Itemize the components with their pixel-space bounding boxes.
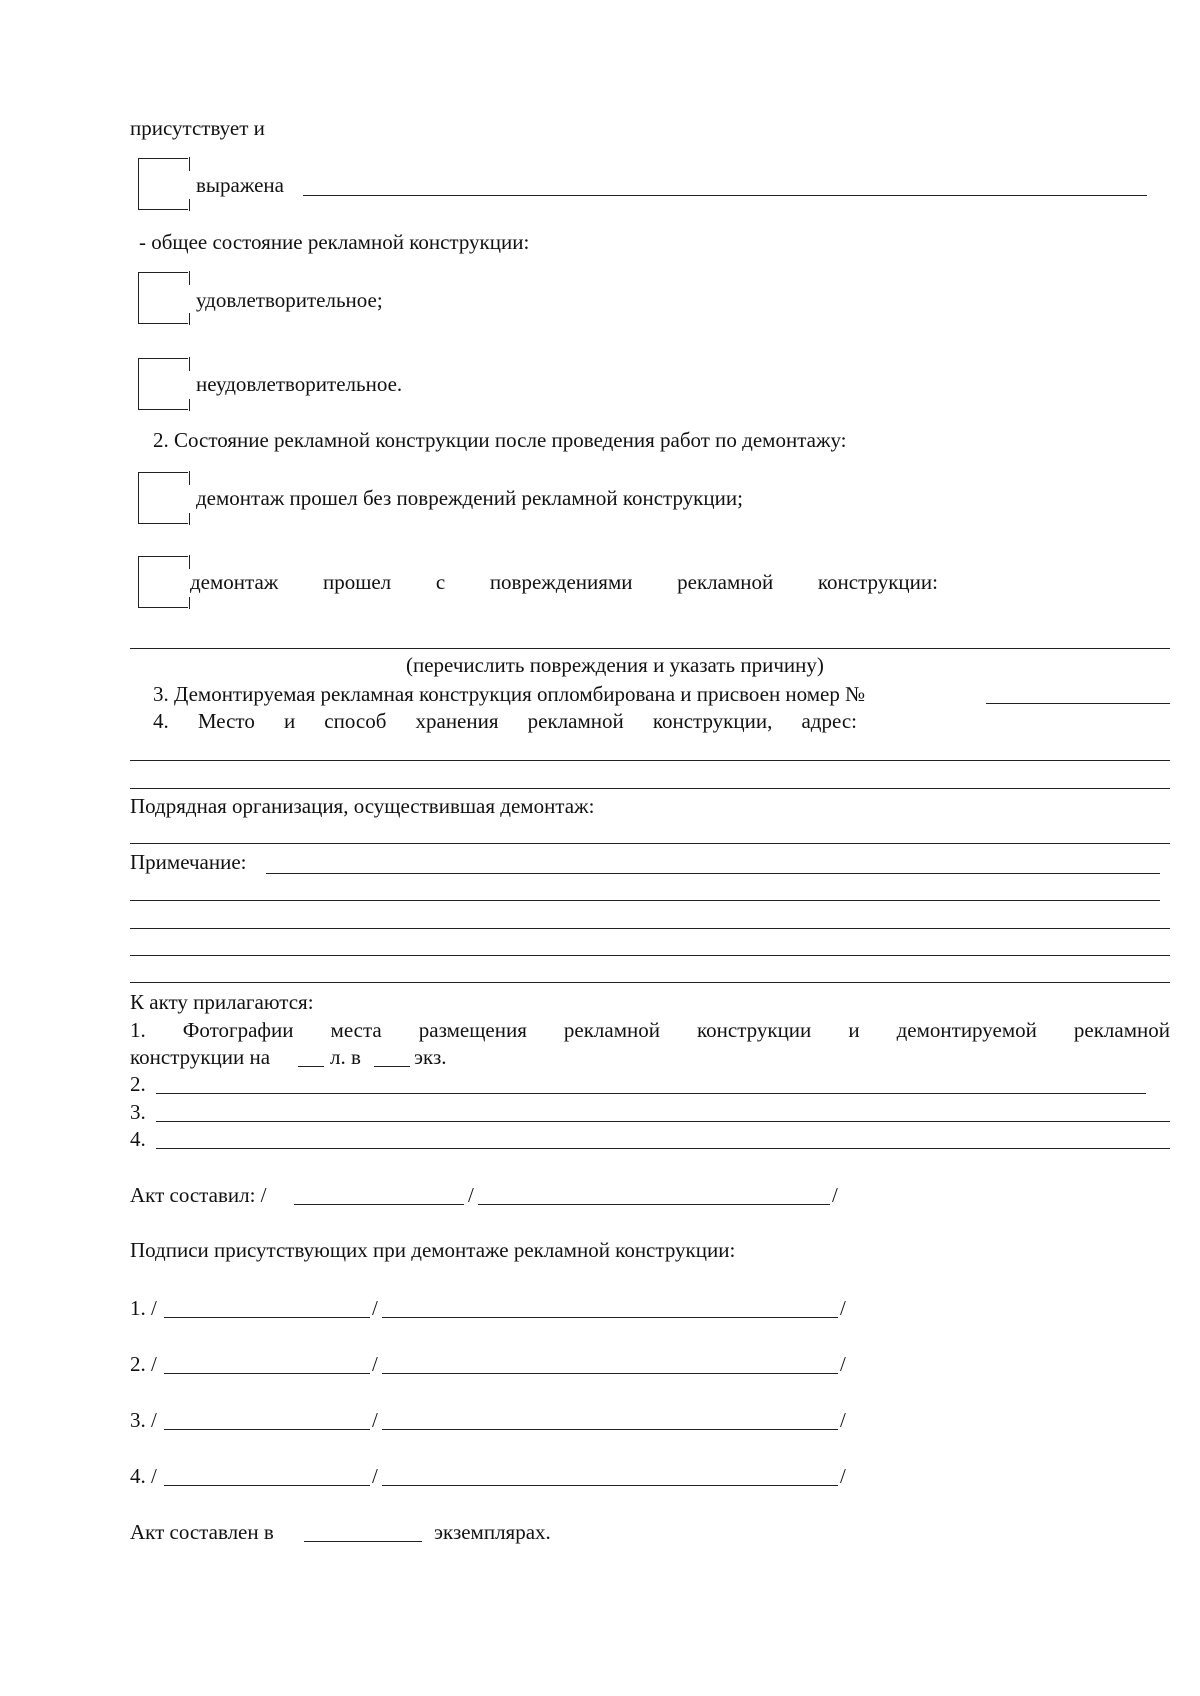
- signature-row-prefix: 2. /: [130, 1352, 157, 1376]
- word: рекламной: [677, 570, 774, 594]
- damage-caption: (перечислить повреждения и указать причину): [406, 653, 824, 677]
- word: и: [848, 1018, 860, 1042]
- copies-line: [304, 1541, 422, 1542]
- attachment-item-4-line: [156, 1148, 1170, 1149]
- signature-row-end: /: [840, 1464, 846, 1488]
- storage-line-2: [130, 788, 1170, 789]
- expressed-line: [303, 195, 1147, 196]
- word: рекламной: [527, 709, 624, 733]
- attachment-item-3-line: [156, 1121, 1170, 1122]
- state-option-unsatisfactory: неудовлетворительное.: [196, 372, 403, 396]
- signature-line-name: [164, 1429, 370, 1430]
- word: конструкции:: [817, 570, 938, 594]
- signature-line-name: [164, 1373, 370, 1374]
- attachment-item-3-number: 3.: [130, 1100, 146, 1124]
- signature-row-end: /: [840, 1296, 846, 1320]
- attachment-item-4-number: 4.: [130, 1127, 146, 1151]
- word: конструкции,: [652, 709, 773, 733]
- attachment-item-2-line: [156, 1093, 1146, 1094]
- section2-heading: 2. Состояние рекламной конструкции после проведения работ по демонтажу:: [153, 428, 847, 452]
- word: адрес:: [801, 709, 857, 733]
- section2-option-with-damage: [190, 572, 938, 593]
- contractor-line: [130, 843, 1170, 844]
- checkbox-expressed[interactable]: [138, 158, 188, 210]
- act-author-line-1: [294, 1204, 464, 1205]
- signature-line-name: [164, 1317, 370, 1318]
- word: Место: [197, 709, 255, 733]
- signatures-heading: Подписи присутствующих при демонтаже рекламной конструкции:: [130, 1238, 736, 1262]
- word: места: [330, 1018, 382, 1042]
- act-author-slash-end: /: [832, 1183, 838, 1207]
- signature-line-sign: [382, 1485, 838, 1486]
- checkbox-no-damage[interactable]: [138, 472, 188, 524]
- act-author-slash: /: [468, 1183, 474, 1207]
- word: повреждениями: [489, 570, 633, 594]
- signature-row-prefix: 3. /: [130, 1408, 157, 1432]
- general-state-label: - общее состояние рекламной конструкции:: [139, 230, 530, 254]
- checkbox-with-damage[interactable]: [138, 556, 188, 608]
- section2-option-no-damage: демонтаж прошел без повреждений рекламной конструкции;: [196, 486, 743, 510]
- word: Фотографии: [182, 1018, 294, 1042]
- copies-count-line: [374, 1066, 410, 1067]
- signature-line-sign: [382, 1373, 838, 1374]
- signature-row-mid: /: [372, 1296, 378, 1320]
- signature-row-prefix: 1. /: [130, 1296, 157, 1320]
- signature-row-mid: /: [372, 1408, 378, 1432]
- copies-before: Акт составлен в: [130, 1520, 274, 1544]
- seal-number-line: [986, 703, 1170, 704]
- checkbox-satisfactory[interactable]: [138, 272, 188, 324]
- attachments-heading: К акту прилагаются:: [130, 990, 314, 1014]
- signature-row-mid: /: [372, 1352, 378, 1376]
- intro-text: присутствует и: [130, 116, 265, 140]
- signature-line-sign: [382, 1317, 838, 1318]
- word: демонтируемой: [896, 1018, 1037, 1042]
- attachment-item-1-cont-b: л. в: [330, 1045, 361, 1069]
- word: 4.: [153, 709, 169, 733]
- expressed-label: выражена: [196, 173, 284, 197]
- copies-after: экземплярах.: [434, 1520, 551, 1544]
- damage-line: [130, 648, 1170, 649]
- act-author-label: Акт составил: /: [130, 1183, 267, 1207]
- sheets-line: [298, 1066, 324, 1067]
- word: размещения: [418, 1018, 527, 1042]
- word: 1.: [130, 1018, 146, 1042]
- contractor-label: Подрядная организация, осуществившая демонтаж:: [130, 794, 595, 818]
- note-line-3: [130, 928, 1170, 929]
- word: рекламной: [563, 1018, 660, 1042]
- word: демонтаж: [190, 570, 279, 594]
- note-label: Примечание:: [130, 850, 247, 874]
- attachment-item-1-cont-c: экз.: [414, 1045, 447, 1069]
- signature-row-end: /: [840, 1352, 846, 1376]
- word: прошел: [322, 570, 392, 594]
- signature-row-mid: /: [372, 1464, 378, 1488]
- note-line-5: [130, 982, 1170, 983]
- signature-line-sign: [382, 1429, 838, 1430]
- word: с: [435, 570, 446, 594]
- word: и: [283, 709, 296, 733]
- signature-row-end: /: [840, 1408, 846, 1432]
- signature-line-name: [164, 1485, 370, 1486]
- word: рекламной: [1073, 1018, 1170, 1042]
- section3-text: 3. Демонтируемая рекламная конструкция опломбирована и присвоен номер №: [153, 682, 866, 706]
- checkbox-unsatisfactory[interactable]: [138, 358, 188, 410]
- attachment-item-1-cont-a: конструкции на: [130, 1045, 271, 1069]
- signature-row-prefix: 4. /: [130, 1464, 157, 1488]
- attachment-item-1: [130, 1020, 1170, 1041]
- note-line-4: [130, 955, 1170, 956]
- attachment-item-2-number: 2.: [130, 1072, 146, 1096]
- word: способ: [324, 709, 387, 733]
- note-line-1: [266, 873, 1160, 874]
- state-option-satisfactory: удовлетворительное;: [196, 288, 383, 312]
- act-author-line-2: [478, 1204, 830, 1205]
- section4-text: [153, 711, 857, 732]
- word: конструкции: [697, 1018, 812, 1042]
- note-line-2: [130, 900, 1160, 901]
- word: хранения: [415, 709, 499, 733]
- storage-line-1: [130, 760, 1170, 761]
